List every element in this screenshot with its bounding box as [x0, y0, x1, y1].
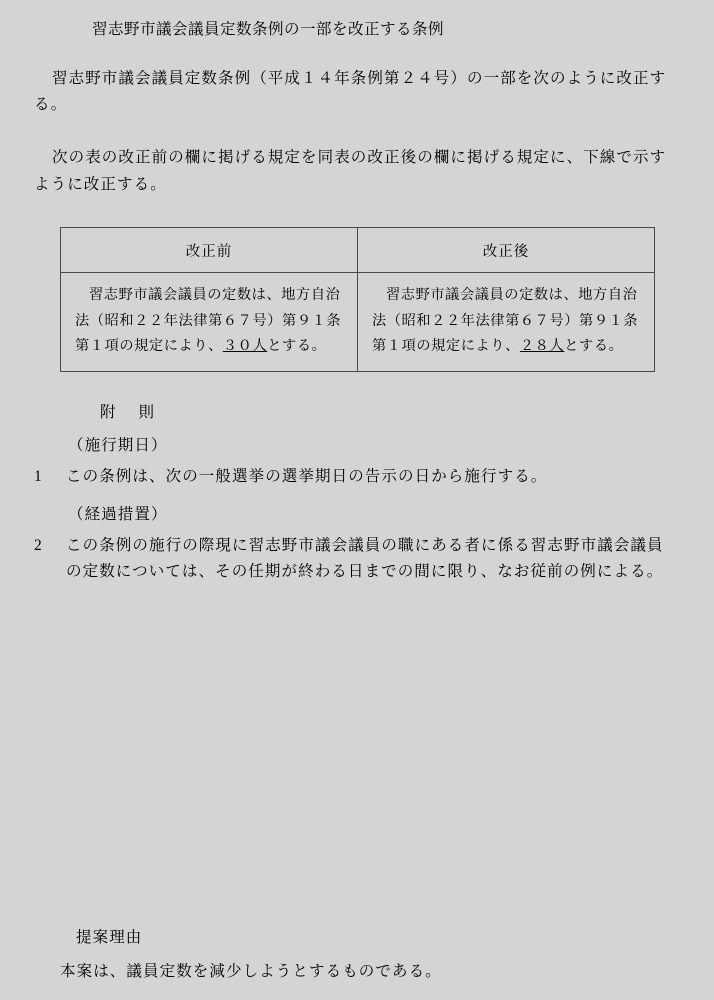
after-line-3: [372, 334, 640, 359]
after-line-2: 法（昭和２２年法律第６７号）第９１条: [372, 312, 639, 329]
table-cell-before: [61, 273, 358, 372]
after-count-underlined: ２８人: [519, 337, 565, 354]
supplementary-heading-right: 則: [138, 404, 156, 422]
table-row: [61, 273, 655, 372]
subheading-effective-date: （施行期日）: [68, 437, 168, 455]
paragraph-amendment-intro: 習志野市議会議員定数条例（平成１４年条例第２４号）の一部を次のように改正する。: [34, 69, 667, 114]
after-line-3-post: とする。: [564, 337, 624, 354]
table-header-row: [61, 228, 655, 273]
item-2-number: 2: [34, 536, 43, 554]
before-count-underlined: ３０人: [222, 337, 268, 354]
table-cell-after: [358, 273, 655, 372]
paragraph-table-intro: 次の表の改正前の欄に掲げる規定を同表の改正後の欄に掲げる規定に、下線で示すように改正する。: [34, 149, 667, 193]
before-line-1: 習志野市議会議員の定数は、地方自治: [89, 287, 341, 304]
item-1-text: この条例は、次の一般選挙の選挙期日の告示の日から施行する。: [66, 468, 548, 486]
item-2-text: この条例の施行の際現に習志野市議会議員の職にある者に係る習志野市議会議員の定数については、その任期が終わる日までの間に限り、なお従前の例による。: [66, 536, 664, 581]
table-header-before: 改正前: [61, 228, 358, 273]
supplementary-heading: [0, 372, 714, 422]
table-header-after: 改正後: [358, 228, 655, 273]
supplementary-item-2: [0, 524, 714, 586]
amendment-table: [60, 227, 655, 372]
page-title: 習志野市議会議員定数条例の一部を改正する条例: [92, 21, 445, 38]
item-1-number: 1: [34, 468, 43, 486]
reason-title: 提案理由: [76, 929, 143, 946]
supplementary-heading-left: 附: [100, 404, 117, 422]
before-line-2: 法（昭和２２年法律第６７号）第９１条: [75, 312, 342, 329]
subheading-transitional-measures: （経過措置）: [68, 505, 168, 523]
reason-block: [0, 925, 714, 981]
amendment-table-wrap: [0, 227, 714, 372]
before-line-3-post: とする。: [267, 337, 327, 354]
before-line-3: [75, 334, 343, 359]
reason-body: 本案は、議員定数を減少しようとするものである。: [60, 963, 442, 980]
supplementary-item-1: [0, 455, 714, 491]
after-line-1: 習志野市議会議員の定数は、地方自治: [386, 287, 638, 304]
after-line-3-pre: 第１項の規定により、: [372, 337, 520, 354]
before-line-3-pre: 第１項の規定により、: [75, 337, 223, 354]
